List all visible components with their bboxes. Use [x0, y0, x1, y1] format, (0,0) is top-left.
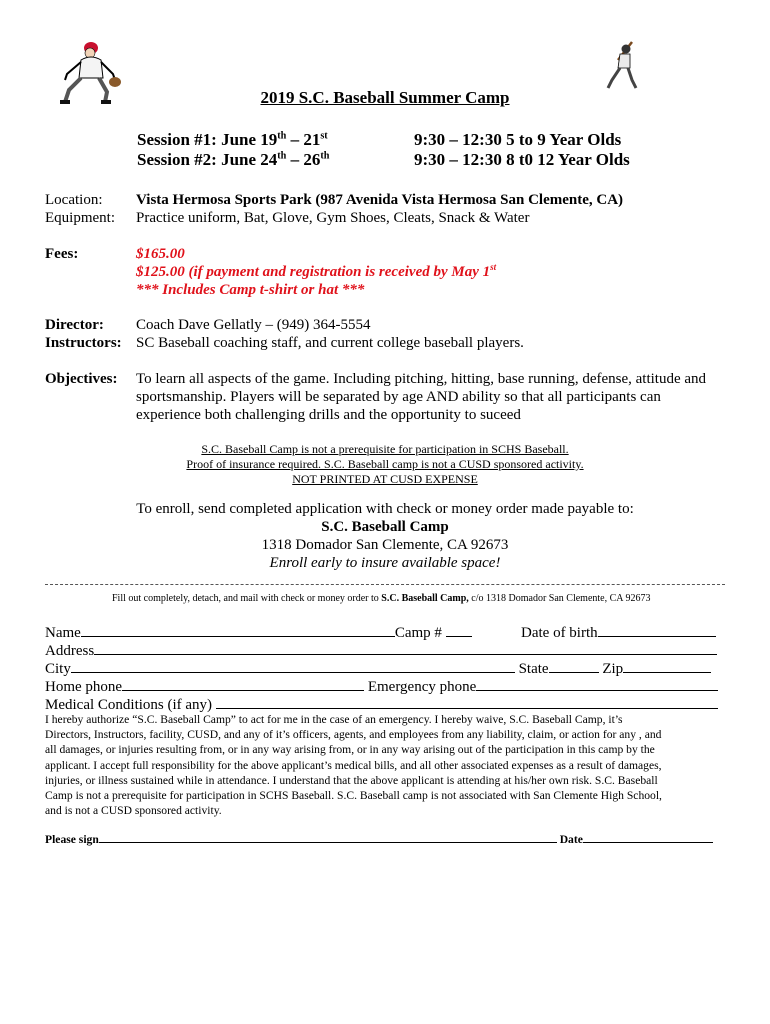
detach-dashed-line — [45, 584, 725, 585]
notice-insurance: Proof of insurance required. S.C. Baseball camp is not a CUSD sponsored activity. — [186, 457, 584, 471]
medical-row — [45, 694, 718, 714]
signature-field[interactable] — [99, 831, 557, 843]
waiver-line: Directors, Instructors, facility, CUSD, and any of it’s officers, agents, and employees from any liability, claim, or action for any , and — [45, 728, 662, 742]
instructors-value: SC Baseball coaching staff, and current college baseball players. — [136, 335, 524, 351]
zip-label: Zip — [602, 661, 624, 677]
page-title: 2019 S.C. Baseball Summer Camp — [260, 88, 510, 107]
city-label: City — [45, 661, 71, 677]
session-2: Session #2: June 24th – 26th — [137, 150, 330, 169]
objectives-line: sportsmanship. Players will be separated by age AND ability so that all participants can — [136, 389, 661, 405]
enroll-address: 1318 Domador San Clemente, CA 92673 — [261, 537, 509, 553]
state-field[interactable] — [549, 658, 599, 673]
instructors-label: Instructors: — [45, 335, 122, 351]
session-2-time: 9:30 – 12:30 8 t0 12 Year Olds — [414, 150, 630, 169]
zip-field[interactable] — [623, 658, 711, 673]
camp-field[interactable] — [446, 622, 472, 637]
date-field[interactable] — [583, 831, 713, 843]
director-label: Director: — [45, 317, 104, 333]
home-phone-field[interactable] — [122, 676, 364, 691]
emergency-phone-field[interactable] — [476, 676, 718, 691]
name-label: Name — [45, 625, 81, 641]
location-value: Vista Hermosa Sports Park (987 Avenida Vista Hermosa San Clemente, CA) — [136, 192, 624, 208]
state-label: State — [518, 661, 549, 677]
waiver-line: Camp is not a prerequisite for participation in SCHS Baseball. S.C. Baseball camp is not associated with San Clemente High School, — [45, 789, 662, 803]
waiver-line: I hereby authorize “S.C. Baseball Camp” to act for me in the case of an emergency. I hereby waive, S.C. Baseball Camp, it’s — [45, 713, 623, 726]
city-row — [45, 658, 711, 678]
dob-row — [521, 622, 716, 642]
enroll-payee: S.C. Baseball Camp — [321, 519, 449, 535]
name-field[interactable] — [81, 622, 395, 637]
fee-full: $165.00 — [136, 246, 185, 262]
equipment-label: Equipment: — [45, 210, 115, 226]
address-label: Address — [45, 643, 95, 659]
city-field[interactable] — [71, 658, 515, 673]
address-row — [45, 640, 717, 660]
dob-label: Date of birth — [521, 625, 598, 641]
fee-includes: *** Includes Camp t-shirt or hat *** — [136, 282, 365, 298]
equipment-value: Practice uniform, Bat, Glove, Gym Shoes, Cleats, Snack & Water — [136, 210, 530, 226]
notice-prerequisite: S.C. Baseball Camp is not a prerequisite for participation in SCHS Baseball. — [201, 442, 569, 456]
objectives-line: experience both challenging drills and the opportunity to suceed — [136, 407, 521, 423]
waiver-line: injuries, or illness sustained while in attendance. I understand that the above applicant is attending at his/her own risk. S.C. Baseball — [45, 773, 658, 787]
location-label: Location: — [45, 192, 103, 208]
name-row — [45, 622, 472, 642]
director-value: Coach Dave Gellatly – (949) 364-5554 — [136, 317, 371, 333]
home-phone-label: Home phone — [45, 679, 123, 695]
address-field[interactable] — [94, 640, 717, 655]
medical-field[interactable] — [216, 694, 718, 709]
fee-early: $125.00 (if payment and registration is received by May 1st — [136, 262, 497, 280]
fees-label: Fees: — [45, 246, 79, 262]
dob-field[interactable] — [598, 622, 716, 637]
session-1-time: 9:30 – 12:30 5 to 9 Year Olds — [414, 130, 622, 149]
phone-row — [45, 676, 718, 696]
medical-label: Medical Conditions (if any) — [45, 697, 213, 713]
signature-label: Please sign — [45, 833, 99, 846]
objectives-label: Objectives: — [45, 371, 118, 387]
objectives-line: To learn all aspects of the game. Including pitching, hitting, base running, defense, attitude and — [136, 371, 707, 387]
notice-expense: NOT PRINTED AT CUSD EXPENSE — [292, 472, 478, 486]
baseball-batter-illustration — [600, 40, 645, 90]
camp-label: Camp # — [394, 625, 442, 641]
detach-instructions: Fill out completely, detach, and mail with check or money order to S.C. Baseball Camp, c/o 1318 Domador San Clemente, CA 92673 — [112, 593, 651, 604]
enroll-early: Enroll early to insure available space! — [269, 555, 501, 571]
signature-row — [45, 831, 713, 846]
session-1: Session #1: June 19th – 21st — [137, 130, 328, 149]
waiver-line: and is not a CUSD sponsored activity. — [45, 804, 222, 818]
waiver-line: all damages, or injuries resulting from, or in any way arising from, or in any way arising out of the participation in this camp by the — [45, 743, 655, 757]
enroll-instructions: To enroll, send completed application with check or money order made payable to: — [136, 501, 634, 517]
waiver-text — [45, 712, 725, 818]
waiver-line: applicant. I accept full responsibility for the above applicant’s medical bills, and all other associated expenses as a result of damages, — [45, 758, 662, 772]
emergency-phone-label: Emergency phone — [367, 679, 477, 695]
date-label: Date — [559, 833, 583, 846]
